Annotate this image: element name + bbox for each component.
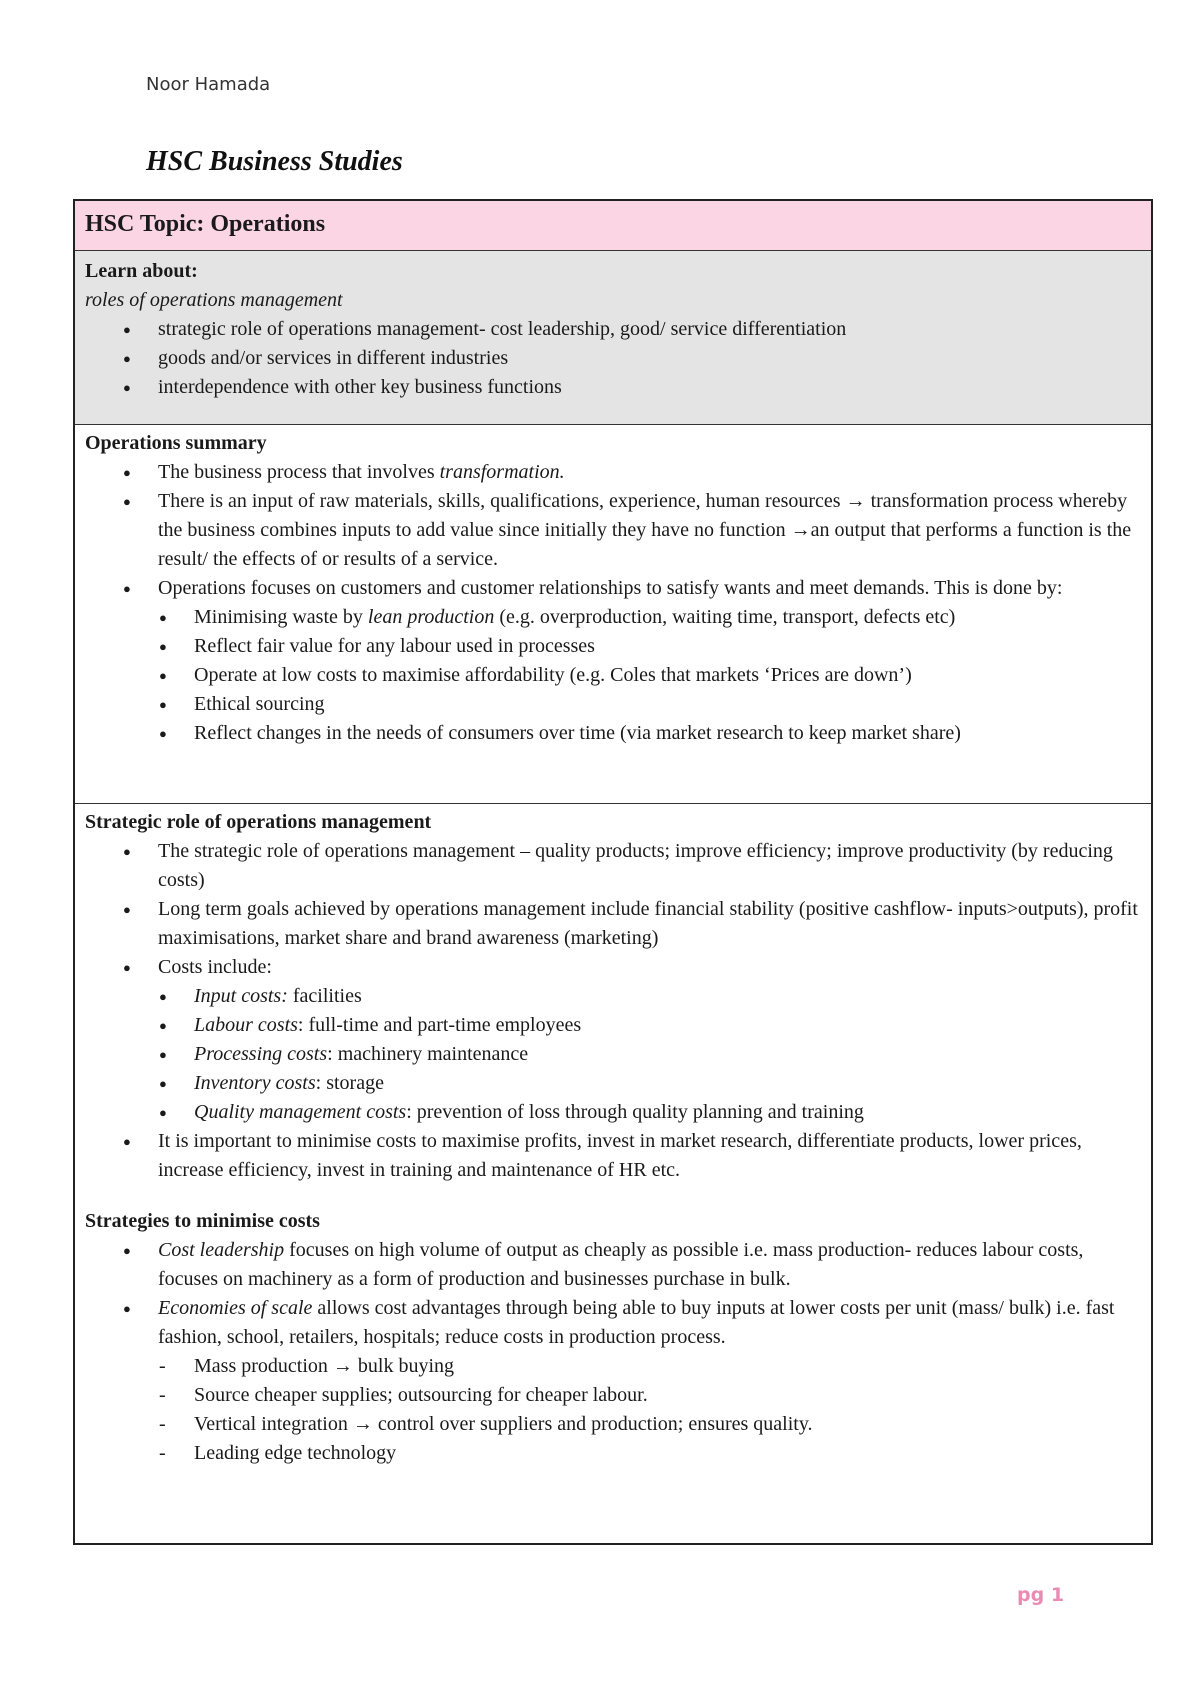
costs-sublist (85, 982, 1141, 1127)
text: Minimising waste by (194, 606, 368, 628)
sub-list-item (85, 1011, 1141, 1040)
emphasis: Cost leadership (158, 1239, 285, 1261)
text: There is an input of raw materials, skills, qualifications, experience, human resources (158, 490, 846, 512)
cost-desc: : machinery maintenance (327, 1043, 529, 1065)
sub-list-item (85, 1040, 1141, 1069)
sub-list-item (85, 603, 1141, 632)
learn-heading: Learn about: (85, 260, 198, 282)
text: Operations focuses on customers and customer relationships to satisfy wants and meet demands. This is done by: (158, 577, 1063, 599)
sub-list-item: ● Ethical sourcing (85, 690, 1141, 719)
text: bulk buying (352, 1355, 455, 1377)
sub-list-item: ● Reflect changes in the needs of consumers over time (via market research to keep market share) (85, 719, 1141, 748)
cost-term: Labour costs (194, 1014, 298, 1036)
cost-term: Quality management costs (194, 1101, 407, 1123)
text: focuses on high volume of output as cheaply as possible i.e. mass production- reduces labour costs, focuses on machinery as a form of production and businesses purchase in bulk. (158, 1239, 1084, 1290)
minimise-list (85, 1236, 1141, 1352)
topic-header-cell (75, 201, 1151, 251)
text: Vertical integration (194, 1413, 353, 1435)
sub-list-item (85, 1069, 1141, 1098)
list-item (85, 458, 1141, 487)
minimise-dash-list (85, 1352, 1141, 1468)
learn-list (85, 315, 1141, 402)
dash-item (85, 1352, 1141, 1381)
emphasis: lean production (367, 606, 495, 628)
sub-list-item (85, 1098, 1141, 1127)
cost-term: Processing costs (194, 1043, 328, 1065)
cost-desc: facilities (287, 985, 362, 1007)
cost-term: Input costs: (194, 985, 288, 1007)
list-item: ● It is important to minimise costs to maximise profits, invest in market research, differentiate products, lower prices, increase efficiency, invest in training and maintenance of HR etc. (85, 1127, 1141, 1185)
dash-item: - Source cheaper supplies; outsourcing for cheaper labour. (85, 1381, 1141, 1410)
emphasis: transformation. (439, 461, 565, 483)
strategic-heading: Strategic role of operations management (85, 811, 432, 833)
text: The business process that involves (158, 461, 440, 483)
summary-heading: Operations summary (85, 432, 267, 454)
list-item (85, 574, 1141, 603)
learn-about-cell (75, 251, 1151, 425)
topic-title: HSC Topic: Operations (85, 211, 326, 237)
cost-desc: : prevention of loss through quality planning and training (406, 1101, 864, 1123)
text: transformation process whereby the business combines inputs to add value since initially they have no function (158, 490, 1128, 541)
cost-desc: : full-time and part-time employees (297, 1014, 582, 1036)
strategic-list (85, 837, 1141, 982)
arrow-icon: → (332, 1355, 353, 1377)
summary-sublist (85, 603, 1141, 748)
emphasis: Economies of scale (158, 1297, 313, 1319)
notes-table (73, 199, 1153, 1545)
cost-desc: : storage (315, 1072, 384, 1094)
sub-list-item (85, 982, 1141, 1011)
list-item: ● Costs include: (85, 953, 1141, 982)
list-item (85, 487, 1141, 574)
sub-list-item: ● Reflect fair value for any labour used in processes (85, 632, 1141, 661)
text: an output that performs a function is the result/ the effects of or results of a service. (158, 519, 1132, 570)
text: Mass production (194, 1355, 333, 1377)
list-item: ● goods and/or services in different industries (85, 344, 1141, 373)
arrow-icon: → (845, 490, 866, 512)
list-item: ● Long term goals achieved by operations management include financial stability (positive cashflow- inputs>outputs), profit maximisations, market share and brand awareness (marketing) (85, 895, 1141, 953)
dash-item: - Leading edge technology (85, 1439, 1141, 1468)
list-item: ● The strategic role of operations management – quality products; improve efficiency; improve productivity (by reducing costs) (85, 837, 1141, 895)
sub-list-item: ● Operate at low costs to maximise affordability (e.g. Coles that markets ‘Prices are down’) (85, 661, 1141, 690)
author-name: Noor Hamada (146, 74, 271, 95)
operations-summary-cell (75, 425, 1151, 804)
page-number: pg 1 (1017, 1584, 1065, 1606)
text: allows cost advantages through being able to buy inputs at lower costs per unit (mass/ bulk) i.e. fast fashion, school, retailers, hospitals; reduce costs in production process. (158, 1297, 1115, 1348)
strategic-list-cont (85, 1127, 1141, 1185)
summary-list (85, 458, 1141, 603)
document-title: HSC Business Studies (146, 146, 403, 177)
learn-subheading: roles of operations management (85, 289, 343, 311)
strategic-role-cell (75, 804, 1151, 1472)
dash-item (85, 1410, 1141, 1439)
text: control over suppliers and production; ensures quality. (372, 1413, 813, 1435)
list-item: ● interdependence with other key business functions (85, 373, 1141, 402)
text: (e.g. overproduction, waiting time, transport, defects etc) (494, 606, 956, 628)
arrow-icon: → (790, 519, 811, 541)
list-item (85, 1294, 1141, 1352)
minimise-heading: Strategies to minimise costs (85, 1210, 320, 1232)
list-item: ● strategic role of operations management- cost leadership, good/ service differentiation (85, 315, 1141, 344)
arrow-icon: → (352, 1413, 373, 1435)
cost-term: Inventory costs (194, 1072, 316, 1094)
list-item (85, 1236, 1141, 1294)
